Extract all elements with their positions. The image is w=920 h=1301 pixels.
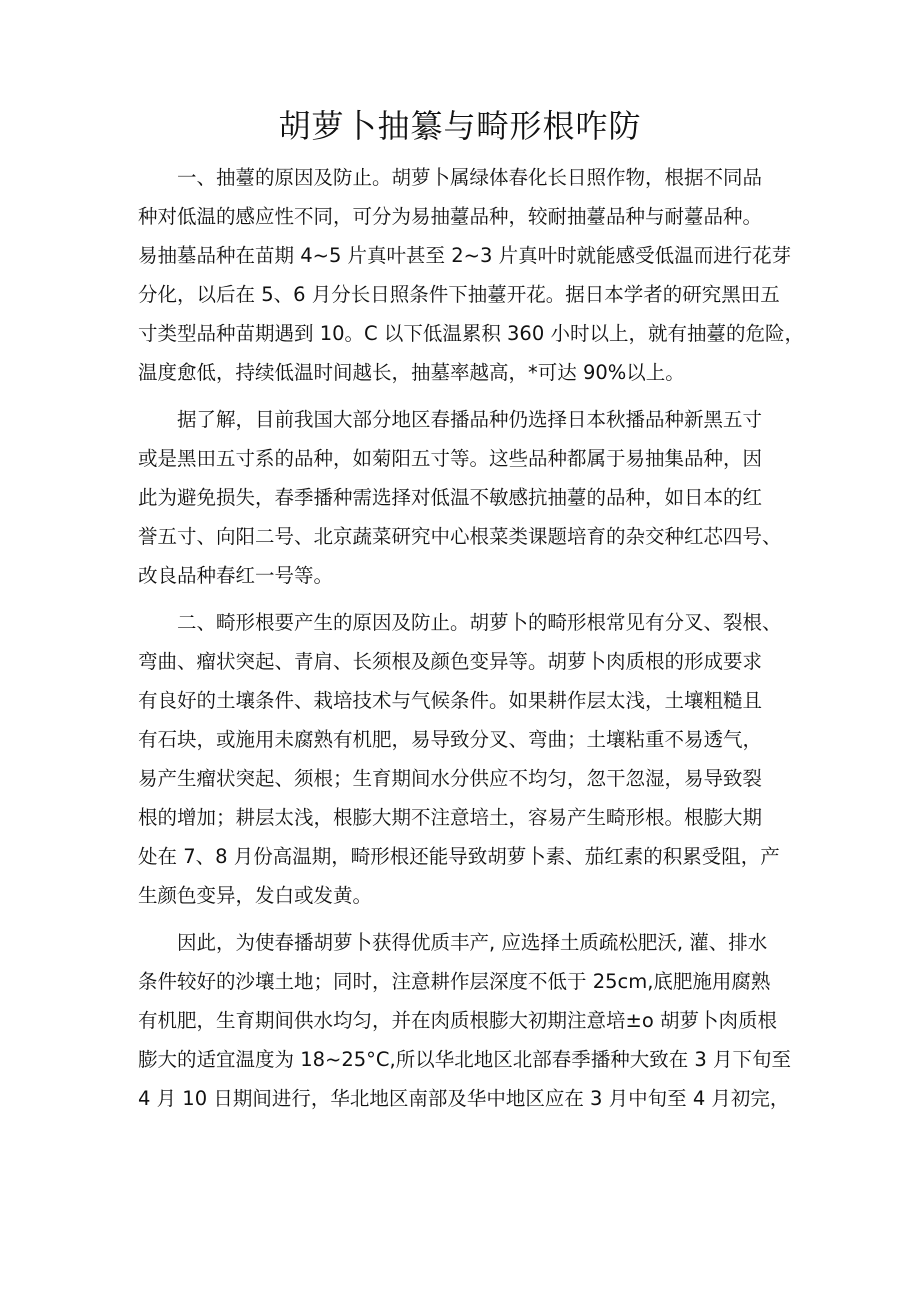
document-title: 胡萝卜抽纂与畸形根咋防 — [278, 107, 642, 145]
text-line: 弯曲、瘤状突起、青肩、长须根及颜色变异等。胡萝卜肉质根的形成要求 — [138, 650, 763, 673]
text-line: 分化，以后在 5、6 月分长日照条件下抽薹开花。据日本学者的研究黑田五 — [138, 283, 780, 306]
text-line: 温度愈低，持续低温时间越长，抽墓率越高，*可达 90%以上。 — [138, 361, 685, 384]
document-body — [138, 158, 804, 1126]
text-line: 或是黑田五寸系的品种，如菊阳五寸等。这些品种都属于易抽集品种，因 — [138, 447, 763, 470]
text-line: 种对低温的感应性不同，可分为易抽薹品种，较耐抽薹品种与耐薹品种。 — [138, 205, 763, 228]
text-line: 一、抽薹的原因及防止。胡萝卜属绿体春化长日照作物，根据不同品 — [177, 166, 763, 189]
text-line: 条件较好的沙壤土地；同时，注意耕作层深度不低于 25cm,底肥施用腐熟 — [138, 970, 771, 993]
text-line: 寸类型品种苗期遇到 10。C 以下低温累积 360 小时以上，就有抽薹的危险， — [138, 322, 804, 345]
text-line: 因此，为使春播胡萝卜获得优质丰产, 应选择土质疏松肥沃, 灌、排水 — [177, 931, 768, 954]
text-line: 二、畸形根要产生的原因及防止。胡萝卜的畸形根常见有分叉、裂根、 — [177, 611, 782, 634]
text-line: 根的增加；耕层太浅，根膨大期不注意培土，容易产生畸形根。根膨大期 — [138, 806, 763, 829]
text-line: 膨大的适宜温度为 18~25°C,所以华北地区北部春季播种大致在 3 月下旬至 — [138, 1048, 792, 1071]
paragraph-varieties — [138, 400, 798, 595]
text-line: 有石块，或施用未腐熟有机肥，易导致分叉、弯曲；土壤粘重不易透气， — [138, 728, 763, 751]
text-line: 此为避免损失，春季播种需选择对低温不敏感抗抽薹的品种，如日本的红 — [138, 486, 763, 509]
text-line: 有机肥，生育期间供水均匀，并在肉质根膨大初期注意培±o 胡萝卜肉质根 — [138, 1009, 777, 1032]
text-line: 改良品种春红一号等。 — [138, 564, 334, 587]
paragraph-bolting — [138, 158, 804, 392]
text-line: 有良好的土壤条件、栽培技术与气候条件。如果耕作层太浅，土壤粗糙且 — [138, 689, 763, 712]
text-line: 处在 7、8 月份高温期，畸形根还能导致胡萝卜素、茄红素的积累受阻，产 — [138, 845, 780, 868]
paragraph-malformed-roots — [138, 603, 798, 915]
text-line: 生颜色变异，发白或发黄。 — [138, 884, 373, 907]
text-line: 易抽墓品种在苗期 4~5 片真叶甚至 2~3 片真叶时就能感受低温而进行花芽 — [138, 244, 792, 267]
text-line: 誉五寸、向阳二号、北京蔬菜研究中心根菜类课题培育的杂交种红芯四号、 — [138, 525, 782, 548]
text-line: 4 月 10 日期间进行，华北地区南部及华中地区应在 3 月中旬至 4 月初完， — [138, 1087, 790, 1110]
text-line: 易产生瘤状突起、须根；生育期间水分供应不均匀，忽干忽湿，易导致裂 — [138, 767, 763, 790]
text-line: 据了解，目前我国大部分地区春播品种仍选择日本秋播品种新黑五寸 — [177, 408, 763, 431]
paragraph-recommendations — [138, 923, 798, 1118]
